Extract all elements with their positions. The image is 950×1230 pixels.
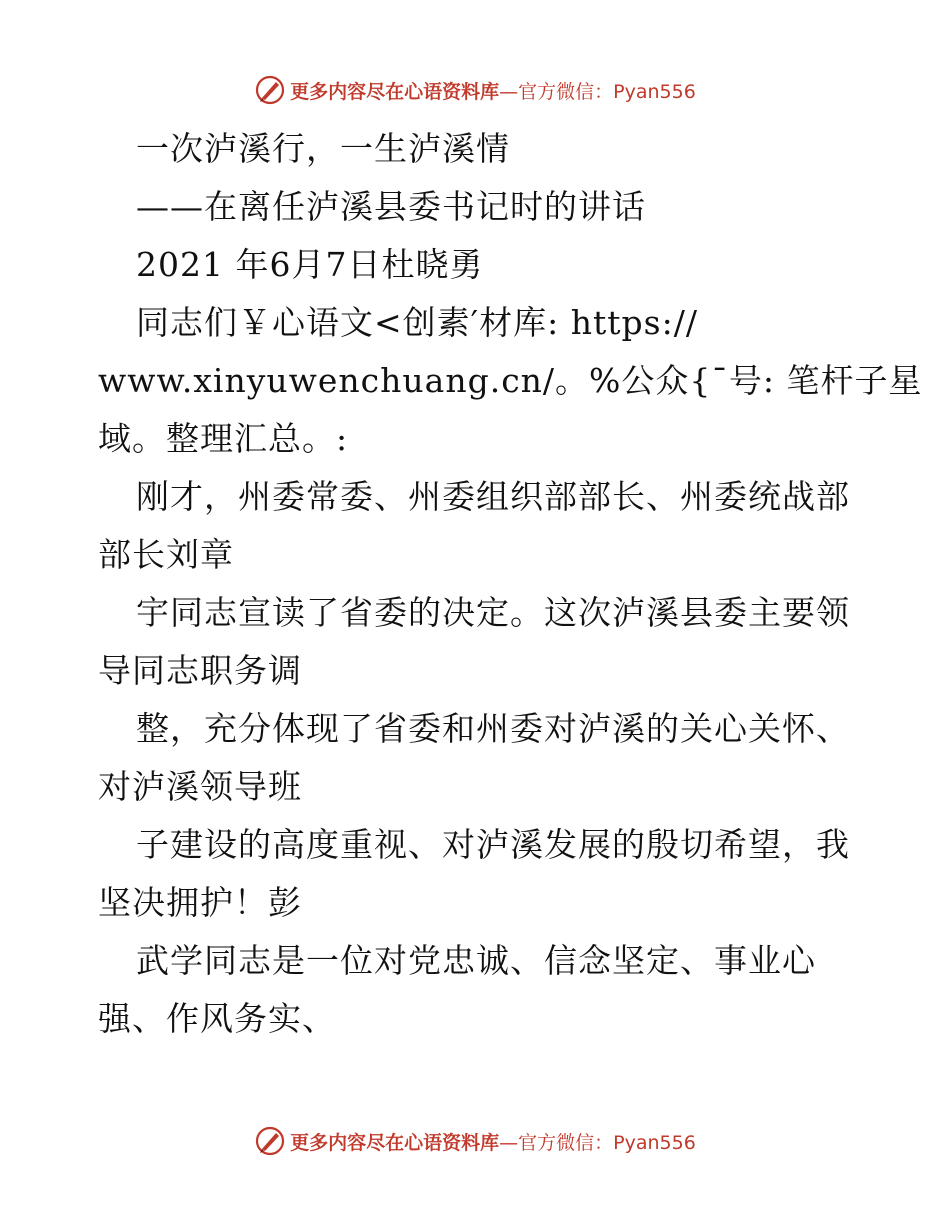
quill-logo-icon [254,74,286,106]
footer-watermark-banner [0,1121,950,1161]
document-subtitle: ——在离任泸溪县委书记时的讲话 [136,187,646,226]
paragraph-line: 导同志职务调 [98,651,302,690]
paragraph-line: 部长刘章 [98,535,234,574]
paragraph-line: 武学同志是一位对党忠诚、信念坚定、事业心 [136,941,816,980]
paragraph-line: 宇同志宣读了省委的决定。这次泸溪县委主要领 [136,593,850,632]
header-watermark-banner [0,70,950,110]
paragraph-line: 子建设的高度重视、对泸溪发展的殷切希望，我 [136,825,850,864]
document-body [98,120,923,1048]
document-title: 一次泸溪行，一生泸溪情 [136,129,510,168]
paragraph-line: www.xinyuwenchuang.cn/。%公众{¯号: 笔杆子星 [98,361,923,400]
paragraph-line: 对泸溪领导班 [98,767,302,806]
quill-logo-icon [254,1125,286,1157]
document-date-author: 2021 年6月7日杜晓勇 [136,245,484,284]
paragraph-line: 整，充分体现了省委和州委对泸溪的关心关怀、 [136,709,850,748]
banner-text: 更多内容尽在心语资料库—官方微信：Pyan556 [290,80,696,103]
banner-text: 更多内容尽在心语资料库—官方微信：Pyan556 [290,1131,696,1154]
paragraph-line: 坚决拥护！彭 [98,883,302,922]
paragraph-line: 强、作风务实、 [98,999,336,1038]
paragraph-line: 刚才，州委常委、州委组织部部长、州委统战部 [136,477,850,516]
paragraph-line: 域。整理汇总。: [98,419,349,458]
paragraph-line: 同志们￥心语文<创素′材库: https:// [136,303,698,342]
